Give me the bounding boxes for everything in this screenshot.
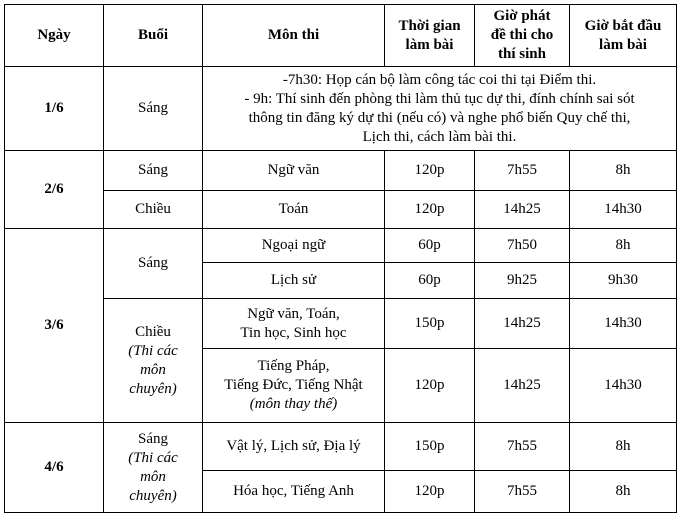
table-row bbox=[5, 67, 677, 151]
date-cell: 1/6 bbox=[5, 67, 104, 151]
handout-cell: 14h25 bbox=[475, 299, 570, 349]
session-note-line: (Thi các bbox=[128, 449, 178, 466]
subject-note: (môn thay thế) bbox=[249, 396, 338, 412]
handout-cell: 14h25 bbox=[475, 191, 570, 229]
session-note-line: (Thi các bbox=[128, 342, 178, 359]
table-row bbox=[5, 151, 677, 191]
session-note-line: chuyên) bbox=[129, 380, 177, 397]
duration-cell: 60p bbox=[385, 229, 475, 263]
subject-cell: Hóa học, Tiếng Anh bbox=[203, 471, 385, 513]
header-start-time bbox=[570, 5, 677, 67]
note-line: - 9h: Thí sinh đến phòng thi làm thủ tục dự thi, đính chính sai sót bbox=[244, 90, 635, 107]
start-cell: 14h30 bbox=[570, 299, 677, 349]
session-cell: Chiều bbox=[104, 191, 203, 229]
header-handout-time bbox=[475, 5, 570, 67]
duration-cell: 120p bbox=[385, 471, 475, 513]
exam-schedule-table bbox=[4, 4, 677, 513]
duration-cell: 120p bbox=[385, 191, 475, 229]
session-cell bbox=[104, 423, 203, 513]
header-handout-line: thí sinh bbox=[498, 46, 546, 62]
session-cell: Sáng bbox=[104, 151, 203, 191]
session-cell: Sáng bbox=[104, 229, 203, 299]
header-date: Ngày bbox=[5, 5, 104, 67]
subject-cell: Toán bbox=[203, 191, 385, 229]
subject-cell: Ngữ văn bbox=[203, 151, 385, 191]
header-duration-line: làm bài bbox=[405, 36, 454, 53]
header-start-line: Giờ bắt đầu bbox=[584, 17, 662, 34]
duration-cell: 120p bbox=[385, 349, 475, 423]
date-cell: 2/6 bbox=[5, 151, 104, 229]
table-row bbox=[5, 191, 677, 229]
start-cell: 8h bbox=[570, 151, 677, 191]
header-duration bbox=[385, 5, 475, 67]
subject-cell: Lịch sử bbox=[203, 263, 385, 299]
table-row bbox=[5, 299, 677, 349]
date-cell: 3/6 bbox=[5, 229, 104, 423]
subject-cell: Vật lý, Lịch sử, Địa lý bbox=[203, 423, 385, 471]
header-session: Buổi bbox=[104, 5, 203, 67]
header-duration-line: Thời gian bbox=[398, 17, 461, 34]
header-handout-line: Giờ phát bbox=[493, 8, 551, 24]
start-cell: 8h bbox=[570, 471, 677, 513]
handout-cell: 7h55 bbox=[475, 471, 570, 513]
start-cell: 9h30 bbox=[570, 263, 677, 299]
session-label: Sáng bbox=[138, 430, 168, 447]
subject-cell bbox=[203, 349, 385, 423]
session-label: Chiều bbox=[135, 323, 171, 340]
session-cell bbox=[104, 299, 203, 423]
table-row bbox=[5, 423, 677, 471]
start-cell: 8h bbox=[570, 229, 677, 263]
table-row bbox=[5, 229, 677, 263]
subject-cell bbox=[203, 299, 385, 349]
session-note-line: môn bbox=[140, 468, 166, 485]
date-cell: 4/6 bbox=[5, 423, 104, 513]
handout-cell: 7h55 bbox=[475, 423, 570, 471]
session-note-line: chuyên) bbox=[129, 487, 177, 504]
subject-line: Tin học, Sinh học bbox=[240, 324, 347, 341]
subject-line: Tiếng Pháp, bbox=[257, 358, 330, 374]
session-note-line: môn bbox=[140, 361, 166, 378]
start-cell: 14h30 bbox=[570, 349, 677, 423]
handout-cell: 14h25 bbox=[475, 349, 570, 423]
header-subject: Môn thi bbox=[203, 5, 385, 67]
subject-cell: Ngoại ngữ bbox=[203, 229, 385, 263]
handout-cell: 7h50 bbox=[475, 229, 570, 263]
start-cell: 14h30 bbox=[570, 191, 677, 229]
subject-line: Ngữ văn, Toán, bbox=[247, 305, 340, 322]
opening-notes bbox=[203, 67, 677, 151]
header-handout-line: đề thi cho bbox=[490, 27, 554, 43]
duration-cell: 120p bbox=[385, 151, 475, 191]
note-line: Lịch thi, cách làm bài thi. bbox=[362, 128, 517, 145]
handout-cell: 9h25 bbox=[475, 263, 570, 299]
duration-cell: 150p bbox=[385, 423, 475, 471]
note-line: thông tin đăng ký dự thi (nếu có) và nghe phổ biến Quy chế thi, bbox=[248, 109, 631, 126]
duration-cell: 60p bbox=[385, 263, 475, 299]
header-start-line: làm bài bbox=[599, 36, 647, 53]
duration-cell: 150p bbox=[385, 299, 475, 349]
subject-line: Tiếng Đức, Tiếng Nhật bbox=[224, 377, 363, 393]
note-line: -7h30: Họp cán bộ làm công tác coi thi tại Điểm thi. bbox=[282, 71, 597, 88]
start-cell: 8h bbox=[570, 423, 677, 471]
session-cell: Sáng bbox=[104, 67, 203, 151]
header-row bbox=[5, 5, 677, 67]
handout-cell: 7h55 bbox=[475, 151, 570, 191]
